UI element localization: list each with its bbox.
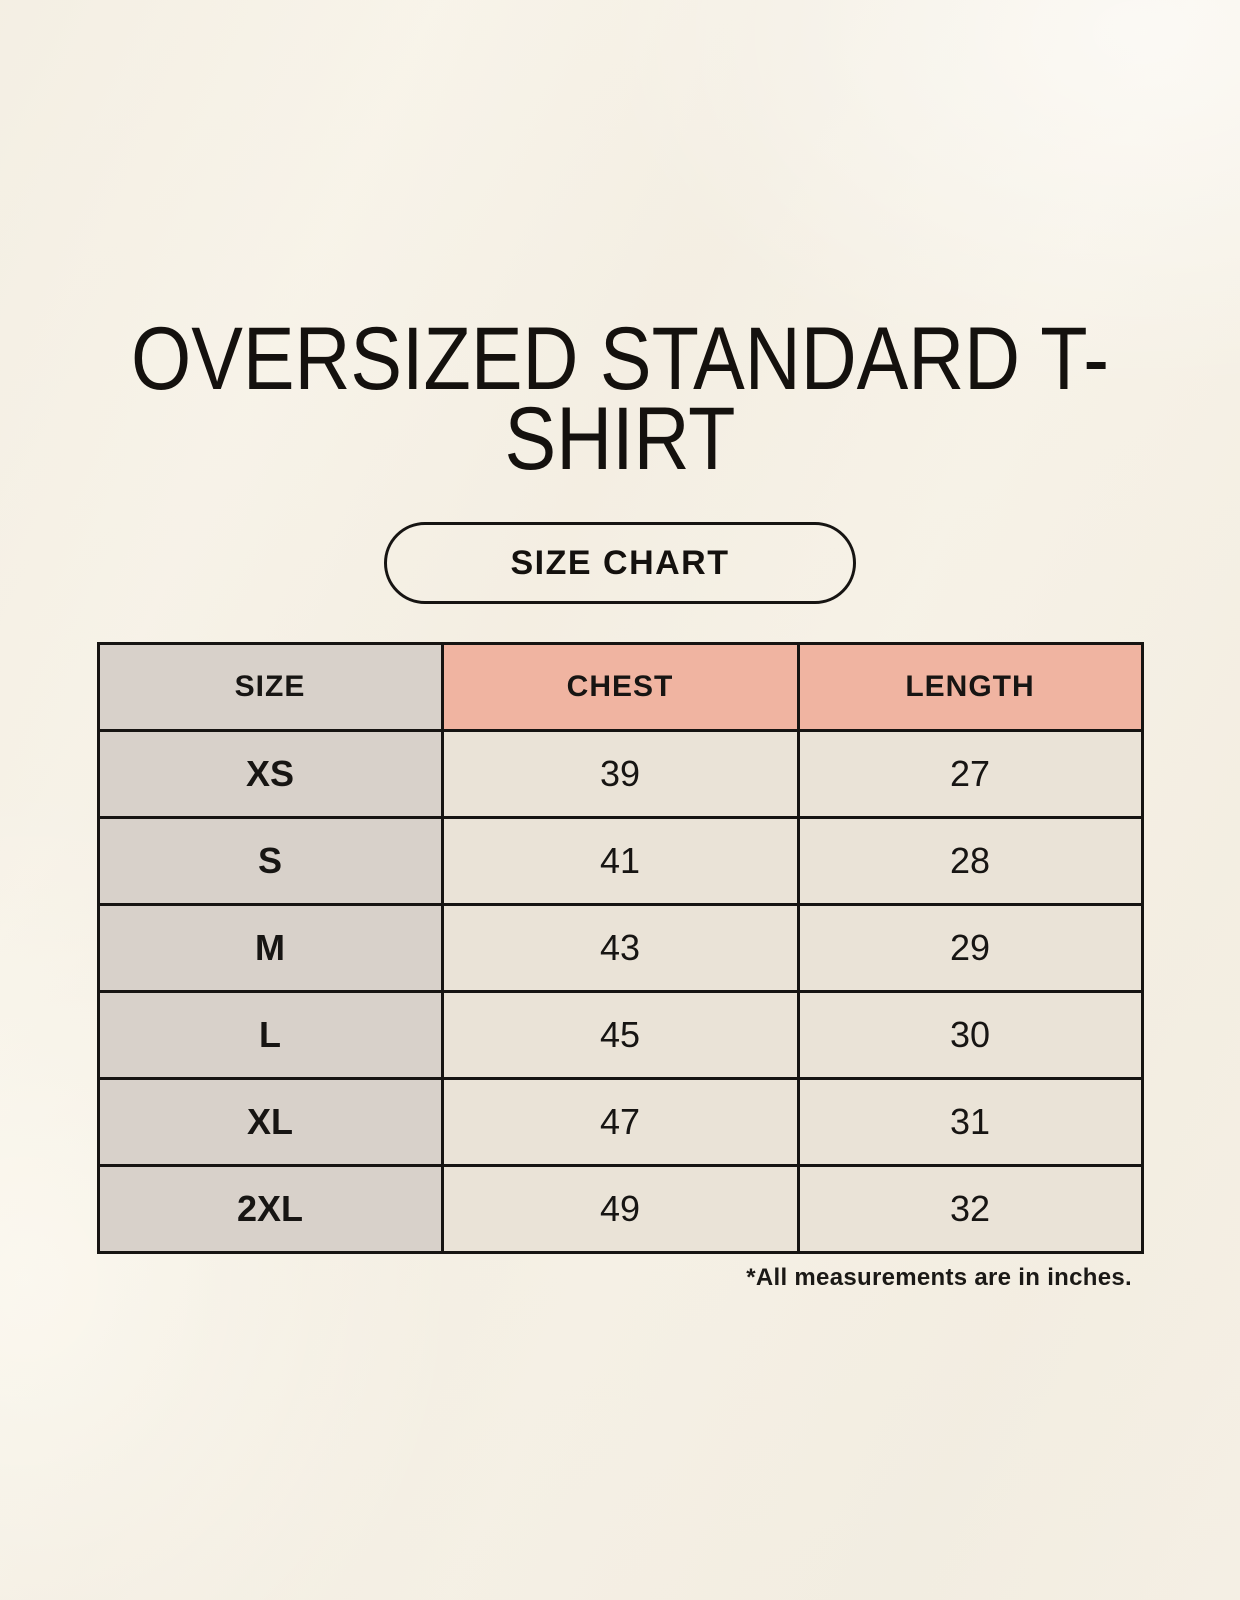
page-title-text: OVERSIZED STANDARD T-SHIRT: [130, 308, 1110, 489]
size-chart-badge: [384, 522, 856, 604]
size-cell: L: [98, 992, 442, 1079]
table-row: [98, 905, 1142, 992]
table-row: [98, 818, 1142, 905]
size-chart-table: [97, 642, 1144, 1254]
chest-cell: 43: [442, 905, 798, 992]
table-header-row: [98, 644, 1142, 731]
size-chart-badge-label: SIZE CHART: [510, 543, 730, 582]
size-cell: XL: [98, 1079, 442, 1166]
footnote-row: [98, 1264, 1142, 1292]
size-cell: M: [98, 905, 442, 992]
length-cell: 27: [798, 731, 1142, 818]
size-cell: 2XL: [98, 1166, 442, 1253]
column-header-chest: CHEST: [442, 644, 798, 731]
length-cell: 32: [798, 1166, 1142, 1253]
table-row: [98, 1166, 1142, 1253]
length-cell: 30: [798, 992, 1142, 1079]
measurements-note: *All measurements are in inches.: [746, 1264, 1132, 1292]
table-row: [98, 731, 1142, 818]
length-cell: 31: [798, 1079, 1142, 1166]
table-row: [98, 1079, 1142, 1166]
size-cell: XS: [98, 731, 442, 818]
chest-cell: 41: [442, 818, 798, 905]
column-header-size: SIZE: [98, 644, 442, 731]
page-title: [0, 0, 1240, 489]
chest-cell: 45: [442, 992, 798, 1079]
length-cell: 29: [798, 905, 1142, 992]
chest-cell: 49: [442, 1166, 798, 1253]
size-cell: S: [98, 818, 442, 905]
column-header-length: LENGTH: [798, 644, 1142, 731]
chest-cell: 39: [442, 731, 798, 818]
table-row: [98, 992, 1142, 1079]
length-cell: 28: [798, 818, 1142, 905]
chest-cell: 47: [442, 1079, 798, 1166]
